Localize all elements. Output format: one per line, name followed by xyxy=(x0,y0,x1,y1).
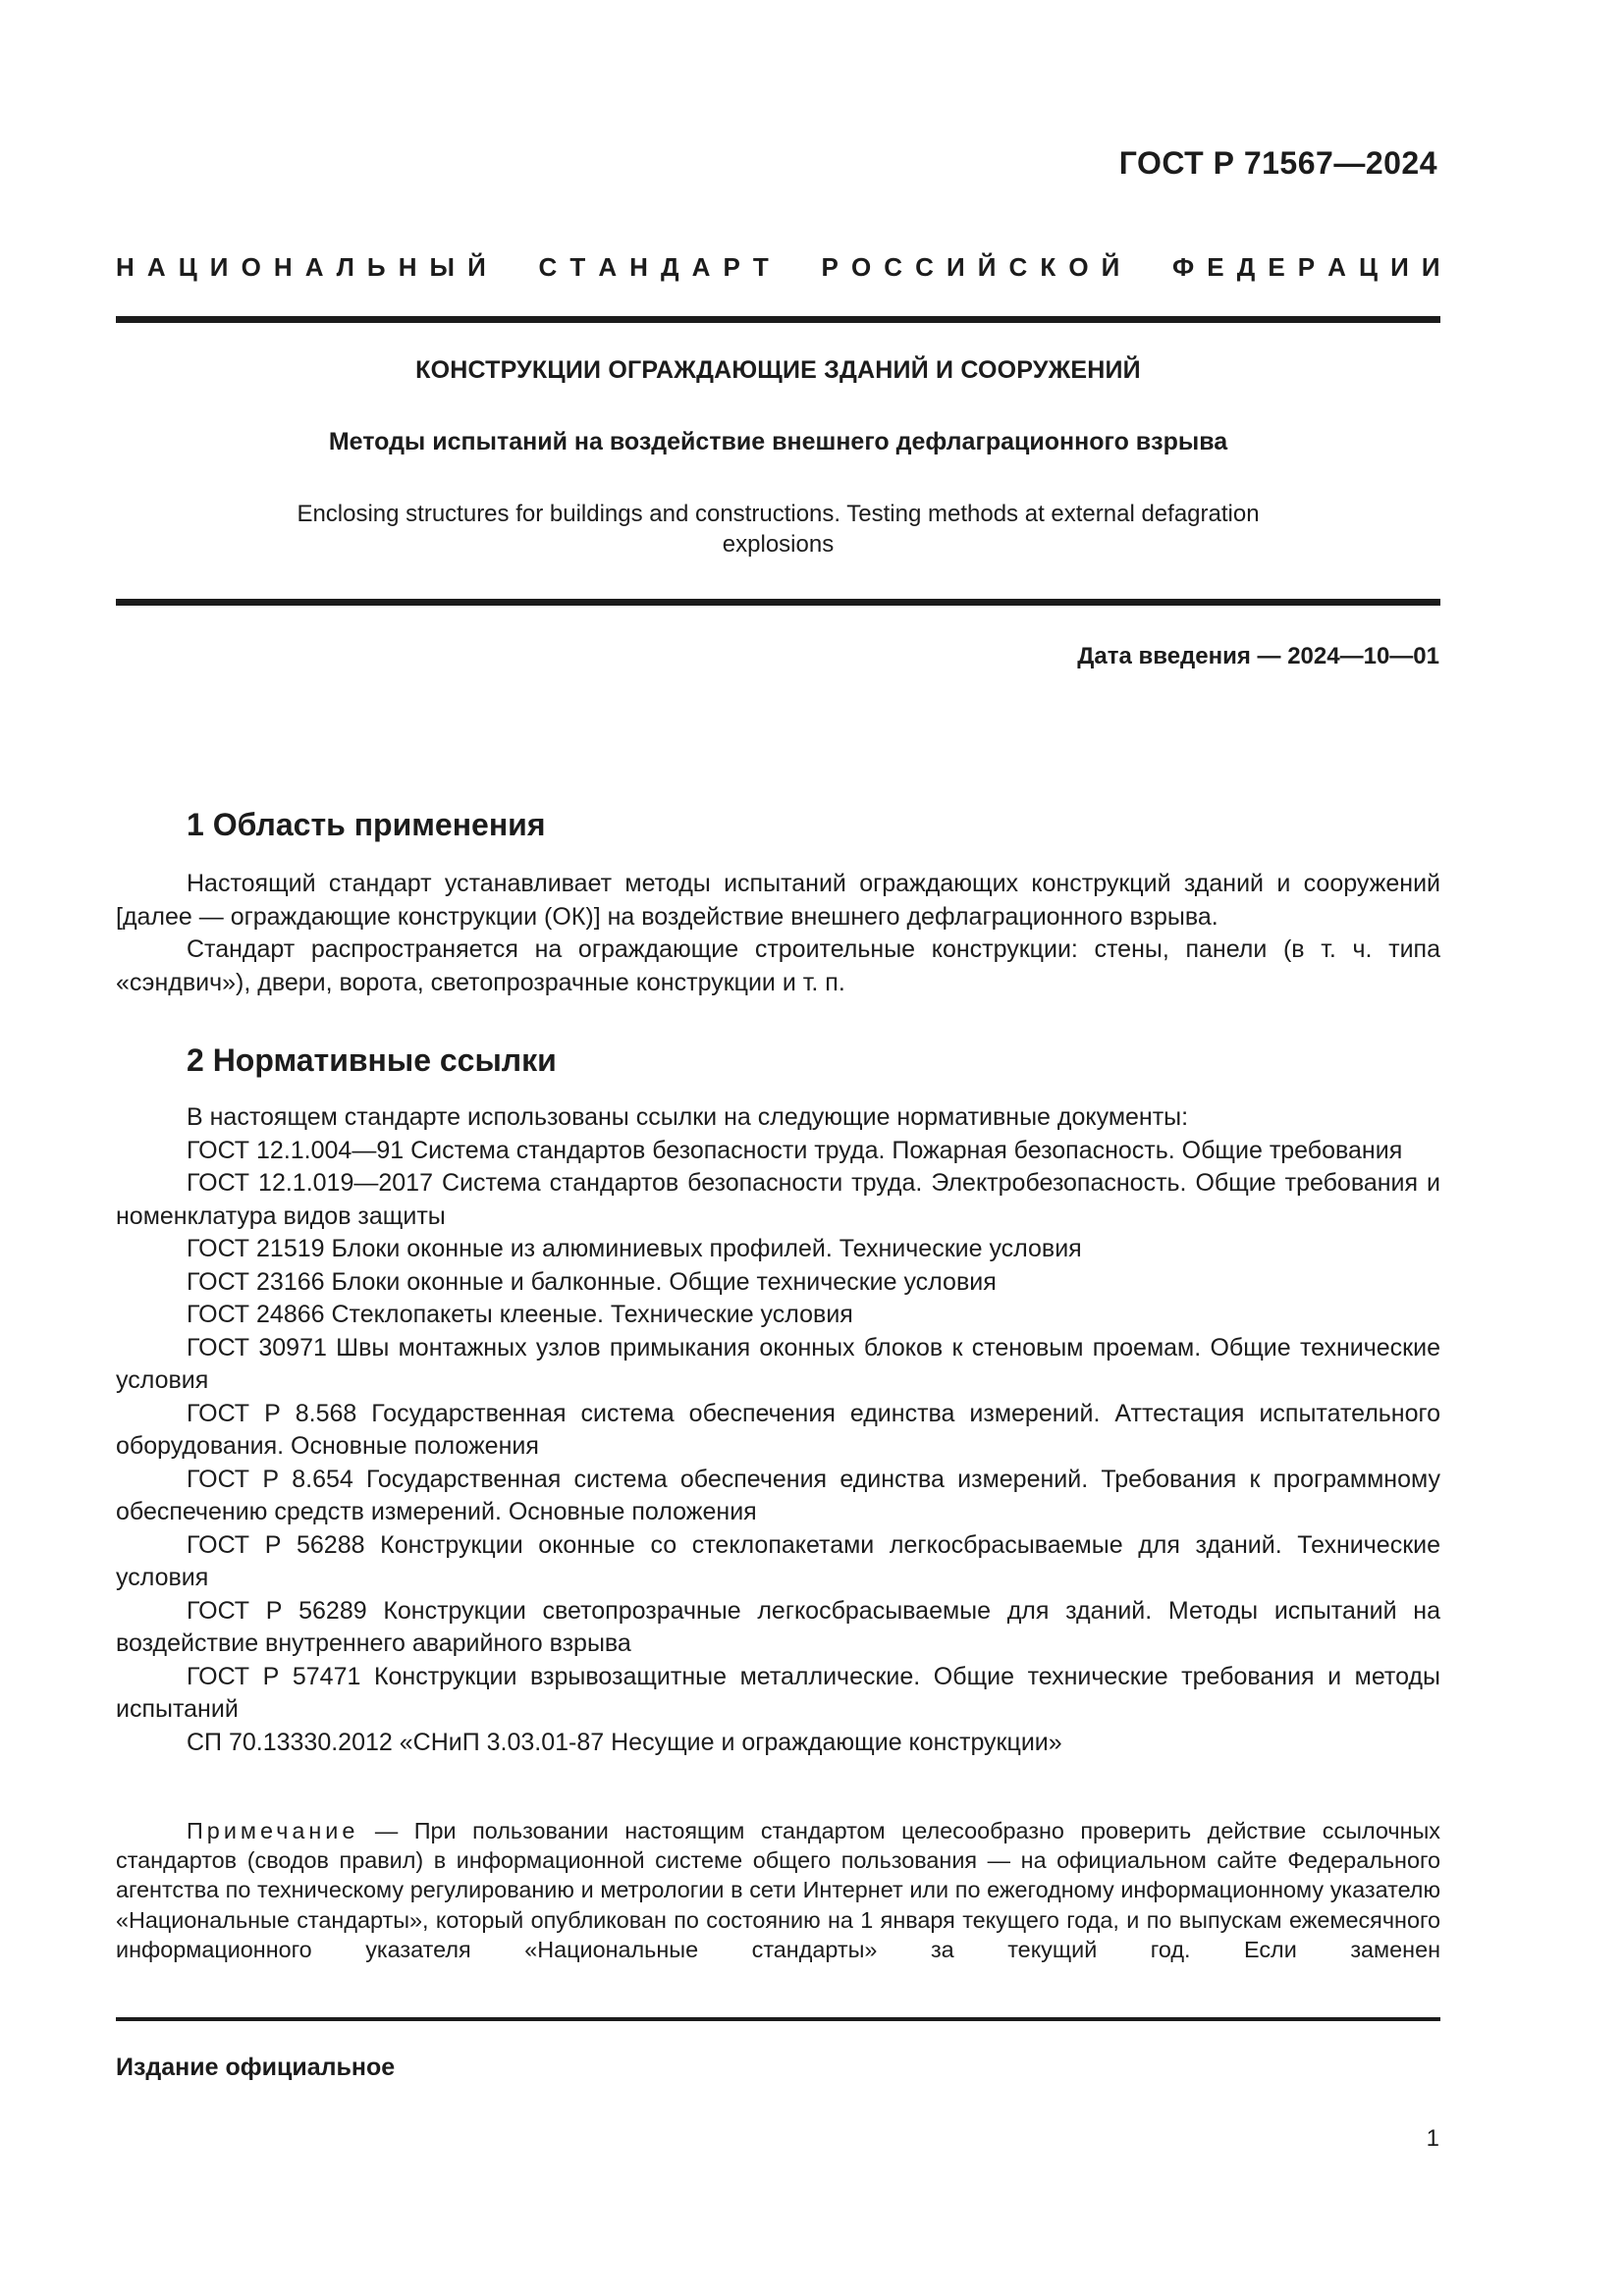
national-standard-letter: Т xyxy=(569,252,586,282)
national-standard-letter: Н xyxy=(398,252,417,282)
national-standard-gap xyxy=(1153,252,1160,283)
reference-item: ГОСТ 12.1.004—91 Система стандартов безопасности труда. Пожарная безопасность. Общие требования xyxy=(187,1136,1403,1164)
footer-rule xyxy=(116,2017,1440,2021)
national-standard-letter: И xyxy=(946,252,965,282)
national-standard-letter: И xyxy=(1390,252,1409,282)
national-standard-gap xyxy=(1132,252,1139,283)
national-standard-letter: О xyxy=(850,252,872,282)
national-standard-letter: А xyxy=(304,252,324,282)
english-title-line-1: Enclosing structures for buildings and constructions. Testing methods at external defagration xyxy=(297,501,1260,527)
national-standard-letter: Н xyxy=(629,252,648,282)
reference-item: ГОСТ Р 8.568 Государственная система обеспечения единства измерений. Аттестация испытательного оборудования. Основные положения xyxy=(116,1399,1440,1460)
reference-item: ГОСТ Р 57471 Конструкции взрывозащитные металлические. Общие технические требования и методы испытаний xyxy=(116,1662,1440,1723)
section-2-heading: 2 Нормативные ссылки xyxy=(187,1042,557,1078)
reference-item: ГОСТ 30971 Швы монтажных узлов примыкания оконных блоков к стеновым проемам. Общие технические условия xyxy=(116,1333,1440,1394)
national-standard-letter: Р xyxy=(1297,252,1316,282)
note-label: Примечание xyxy=(187,1818,359,1843)
national-standard-letter: А xyxy=(691,252,711,282)
national-standard-letter: С xyxy=(884,252,903,282)
national-standard-letter: Й xyxy=(1101,252,1120,282)
section-1-paragraph: Стандарт распространяется на ограждающие строительные конструкции: стены, панели (в т. ч. типа «сэндвич»), двери, ворота, светопрозрачные конструкции и т. п. xyxy=(116,935,1440,996)
section-1-body xyxy=(116,868,1440,999)
english-title xyxy=(265,499,1291,560)
national-standard-letter: С xyxy=(538,252,558,282)
national-standard-letter: А xyxy=(598,252,618,282)
reference-item: ГОСТ 24866 Стеклопакеты клееные. Технические условия xyxy=(187,1301,853,1328)
national-standard-letter: Д xyxy=(1236,252,1256,282)
national-standard-letter: Й xyxy=(977,252,997,282)
national-standard-letter: С xyxy=(1008,252,1028,282)
national-standard-letter: Л xyxy=(336,252,354,282)
document-subtitle: Методы испытаний на воздействие внешнего дефлаграционного взрыва xyxy=(328,428,1228,455)
title-bottom-rule xyxy=(116,599,1440,606)
section-2-body xyxy=(116,1101,1440,1759)
document-number: ГОСТ Р 71567—2024 xyxy=(1118,145,1437,181)
national-standard-letter: Н xyxy=(273,252,293,282)
national-standard-letter: С xyxy=(915,252,934,282)
reference-item: СП 70.13330.2012 «СНиП 3.03.01-87 Несущие и ограждающие конструкции» xyxy=(187,1728,1062,1756)
national-standard-gap xyxy=(782,252,788,283)
page-number: 1 xyxy=(1426,2125,1439,2152)
reference-item: ГОСТ Р 56289 Конструкции светопрозрачные легкосбрасываемые для зданий. Методы испытаний на воздействие внутреннего аварийного взрыва xyxy=(116,1596,1440,1657)
national-standard-letter: О xyxy=(1068,252,1089,282)
references-note xyxy=(116,1816,1440,1964)
top-rule xyxy=(116,316,1440,323)
national-standard-letter: Е xyxy=(1268,252,1285,282)
national-standard-letter: Ц xyxy=(178,252,197,282)
edition-label: Издание официальное xyxy=(116,2054,396,2081)
document-title: КОНСТРУКЦИИ ОГРАЖДАЮЩИЕ ЗДАНИЙ И СООРУЖЕНИЙ xyxy=(415,356,1141,384)
reference-item: ГОСТ 23166 Блоки оконные и балконные. Общие технические условия xyxy=(187,1267,997,1296)
references-lead: В настоящем стандарте использованы ссылки на следующие нормативные документы: xyxy=(187,1103,1189,1131)
national-standard-letter: Р xyxy=(723,252,740,282)
national-standard-letter: И xyxy=(1421,252,1440,282)
national-standard-gap xyxy=(499,252,506,283)
national-standard-letter: О xyxy=(241,252,261,282)
reference-item: ГОСТ 12.1.019—2017 Система стандартов безопасности труда. Электробезопасность. Общие требования и номенклатура видов защиты xyxy=(116,1169,1440,1230)
national-standard-letter: Н xyxy=(116,252,135,282)
national-standard-letter: Е xyxy=(1207,252,1224,282)
national-standard-letter: Ц xyxy=(1359,252,1379,282)
note-text: — При пользовании настоящим стандартом целесообразно проверить действие ссылочных стандартов (сводов правил) в информационной системе общего пользования — на официальном сайте Федерального агентства по техническому регулированию и метрологии в сети Интернет или по ежегодному информационному указателю «Национальные стандарты», который опубликован по состоянию на 1 января текущего года, и по выпускам ежемесячного информационного указателя «Национальные стандарты» за текущий год. Если заменен xyxy=(116,1818,1440,1962)
national-standard-letter: И xyxy=(209,252,229,282)
national-standard-letter: А xyxy=(1327,252,1346,282)
introduction-date: Дата введения — 2024—10—01 xyxy=(1077,643,1439,669)
reference-item: ГОСТ 21519 Блоки оконные из алюминиевых профилей. Технические условия xyxy=(187,1235,1082,1262)
reference-item: ГОСТ Р 8.654 Государственная система обеспечения единства измерений. Требования к программному обеспечению средств измерений. Основные положения xyxy=(116,1465,1440,1525)
national-standard-letter: Ь xyxy=(366,252,386,282)
section-1-heading: 1 Область применения xyxy=(187,807,546,842)
national-standard-letter: Ф xyxy=(1172,252,1195,282)
national-standard-letter: Т xyxy=(752,252,769,282)
national-standard-letter: Р xyxy=(821,252,839,282)
reference-item: ГОСТ Р 56288 Конструкции оконные со стеклопакетами легкосбрасываемые для зданий. Технические условия xyxy=(116,1530,1440,1591)
national-standard-gap xyxy=(518,252,525,283)
national-standard-letter: Д xyxy=(661,252,679,282)
national-standard-letter: А xyxy=(146,252,166,282)
national-standard-letter: Й xyxy=(467,252,486,282)
national-standard-line xyxy=(116,252,1440,283)
section-1-paragraph: Настоящий стандарт устанавливает методы испытаний ограждающих конструкций зданий и сооружений [далее — ограждающие конструкции (ОК)] на воздействие внешнего дефлаграционного взрыва. xyxy=(116,870,1440,931)
national-standard-gap xyxy=(801,252,808,283)
national-standard-letter: К xyxy=(1040,252,1056,282)
note-paragraph xyxy=(116,1816,1440,1964)
national-standard-letter: Ы xyxy=(429,252,456,282)
english-title-line-2: explosions xyxy=(722,531,835,558)
